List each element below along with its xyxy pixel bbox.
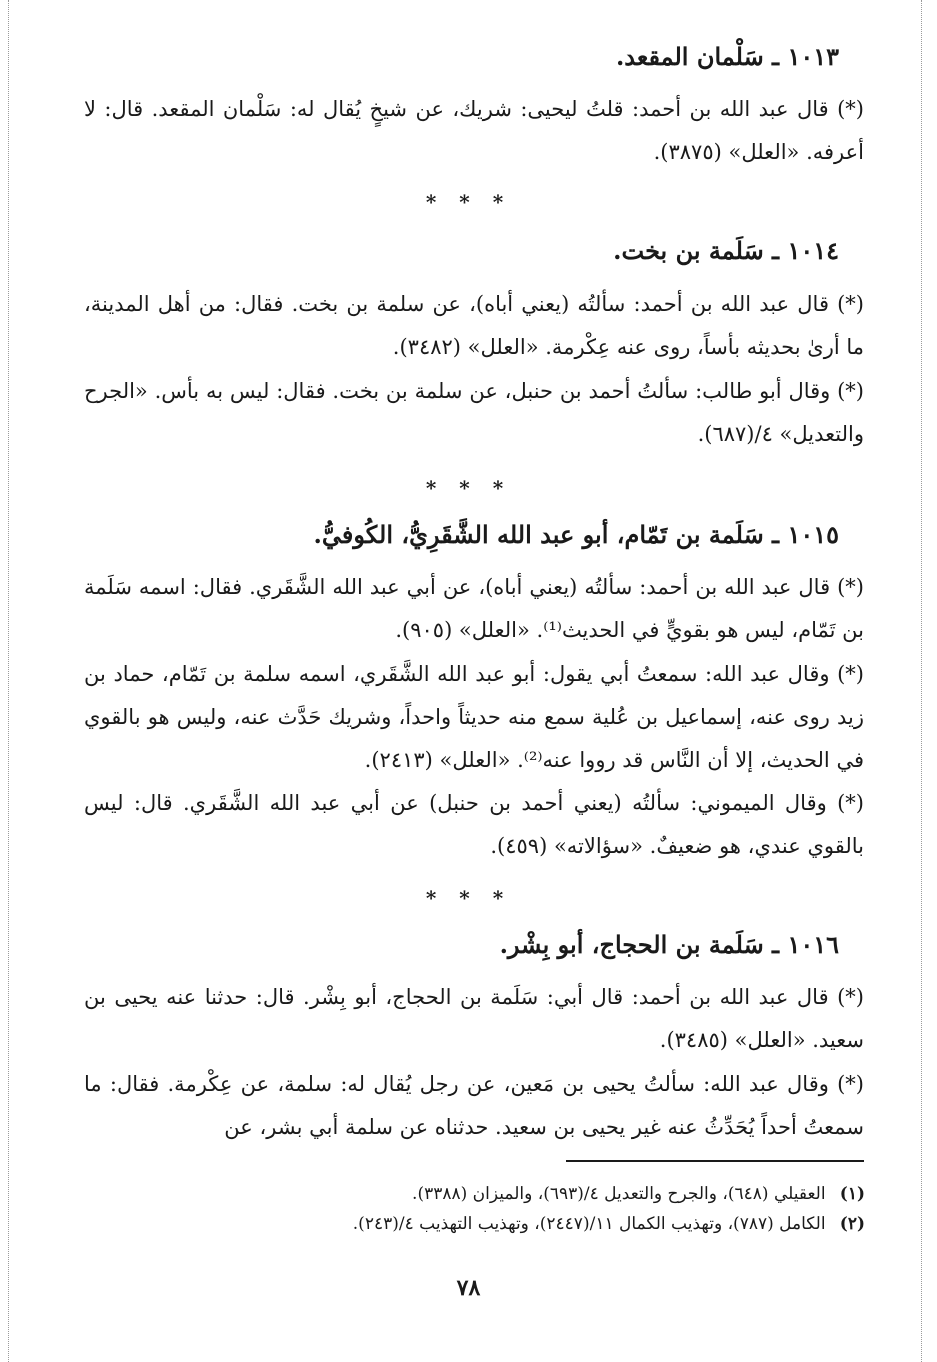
entry-paragraph: (*) قال عبد الله بن أحمد: قال أبي: سَلَمة بن الحجاج، أبو بِشْر. قال: حدثنا عنه يحيى بن سعيد. «العلل» (٣٤٨٥).	[84, 985, 864, 1052]
footnote-text: العقيلي (٦٤٨)، والجرح والتعديل ٤/(٦٩٣)، والميزان (٣٣٨٨).	[412, 1184, 826, 1204]
footnote-rule	[566, 1160, 864, 1162]
entry-paragraph: (*) وقال عبد الله: سمعتُ أبي يقول: أبو عبد الله الشَّقَري، اسمه سلمة بن تَمّام، حماد بن زيد روى عنه، إسماعيل بن عُلية سمع منه حديثاً واحداً، وشريك حَدَّث عنه، وليس هو بالقوي في الحديث، إلا أن النَّاس قد رووا عنه⁽²⁾. «العلل» (٢٤١٣).	[84, 662, 864, 772]
entry-paragraph: (*) وقال أبو طالب: سألتُ أحمد بن حنبل، عن سلمة بن بخت. فقال: ليس به بأس. «الجرح والتعديل» ٤/(٦٨٧).	[84, 379, 864, 446]
entry-paragraph: (*) قال عبد الله بن أحمد: سألتُه (يعني أباه)، عن أبي عبد الله الشَّقَري. فقال: اسمه سَلَمة بن تَمّام، ليس هو بقويٍّ في الحديث⁽¹⁾. «العلل» (٩٠٥).	[84, 575, 864, 642]
section-separator: * * *	[425, 886, 512, 910]
entry-heading: ١٠١٥ ـ سَلَمة بن تَمّام، أبو عبد الله الشَّقَرِيُّ، الكُوفيُّ.	[313, 520, 839, 549]
entry-heading: ١٠١٦ ـ سَلَمة بن الحجاج، أبو بِشْر.	[499, 930, 839, 959]
section-separator: * * *	[425, 476, 512, 500]
footnote	[353, 1210, 865, 1238]
footnote-number: (١)	[839, 1184, 865, 1204]
section-separator: * * *	[425, 190, 512, 214]
footnote-text: الكامل (٧٨٧)، وتهذيب الكمال ١١/(٢٤٤٧)، وتهذيب التهذيب ٤/(٢٤٣).	[352, 1214, 826, 1234]
entry-heading: ١٠١٤ ـ سَلَمة بن بخت.	[613, 236, 839, 265]
footnote-number: (٢)	[839, 1214, 865, 1234]
entry-paragraph: (*) قال عبد الله بن أحمد: سألتُه (يعني أباه)، عن سلمة بن بخت. فقال: من أهل المدينة، ما أرىٰ بحديثه بأساً، روى عنه عِكْرمة. «العلل» (٣٤٨٢).	[84, 292, 864, 359]
entry-heading: ١٠١٣ ـ سَلْمان المقعد.	[615, 42, 839, 71]
entry-paragraph: (*) وقال عبد الله: سألتُ يحيى بن مَعين، عن رجل يُقال له: سلمة، عن عِكْرمة. فقال: ما سمعتُ أحداً يُحَدِّثُ عنه غير يحيى بن سعيد. حدثناه عن سلمة أبي بشر، عن	[84, 1072, 864, 1139]
footnote	[412, 1180, 865, 1208]
page-number: ٧٨	[456, 1275, 481, 1301]
entry-paragraph: (*) قال عبد الله بن أحمد: قلتُ ليحيى: شريك، عن شيخٍ يُقال له: سَلْمان المقعد. قال: لا أعرفه. «العلل» (٣٨٧٥).	[84, 97, 864, 164]
entry-paragraph: (*) وقال الميموني: سألتُه (يعني أحمد بن حنبل) عن أبي عبد الله الشَّقَري. قال: ليس بالقوي عندي، هو ضعيفٌ. «سؤالاته» (٤٥٩).	[84, 791, 864, 858]
